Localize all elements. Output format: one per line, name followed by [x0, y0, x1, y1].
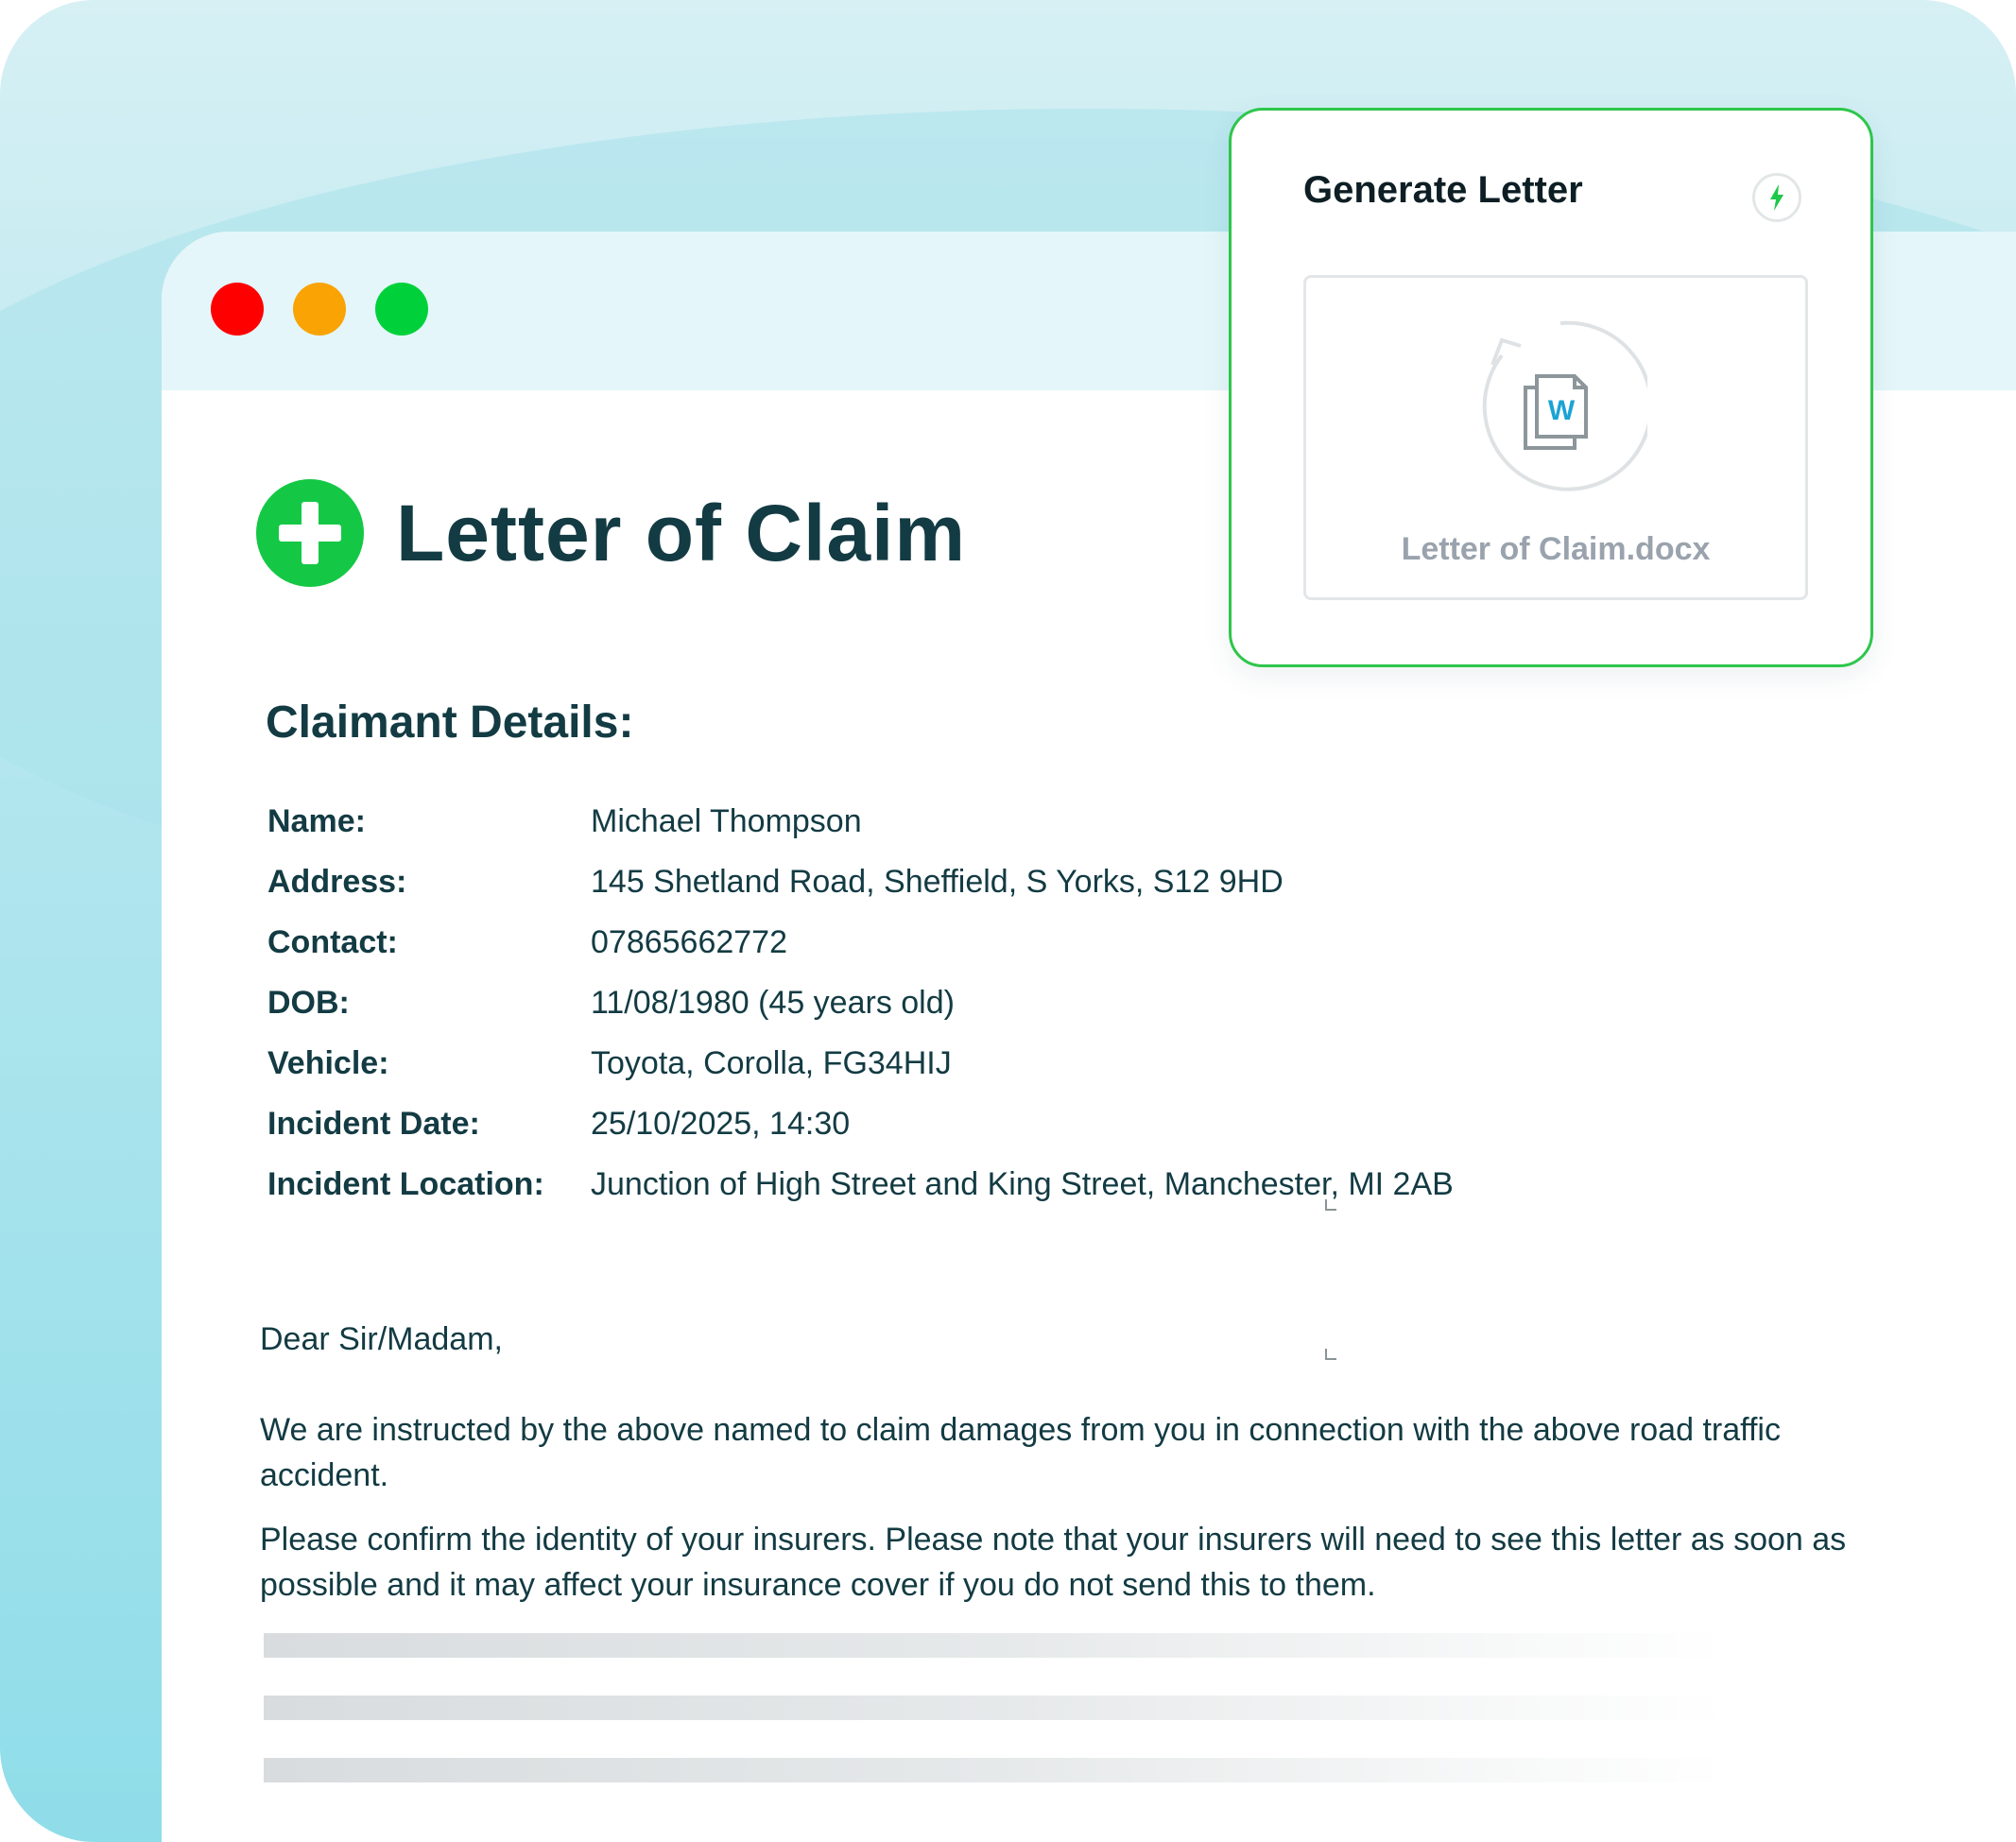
detail-label: Name:: [267, 803, 366, 839]
detail-label: Incident Date:: [267, 1106, 480, 1142]
page-title: Letter of Claim: [396, 489, 967, 577]
window-maximize-button[interactable]: [375, 283, 428, 336]
word-document-icon: [1520, 372, 1594, 454]
detail-value: 11/08/1980 (45 years old): [591, 985, 955, 1021]
svg-text:W: W: [1547, 395, 1576, 426]
generated-file-tile[interactable]: [1303, 275, 1808, 600]
text-cursor-marker: [1325, 1199, 1336, 1211]
placeholder-line: [264, 1696, 1729, 1720]
placeholder-line: [264, 1633, 1729, 1658]
generated-file-name: Letter of Claim.docx: [1401, 531, 1711, 567]
detail-label: Contact:: [267, 924, 398, 960]
lightning-bolt-icon[interactable]: [1752, 173, 1801, 222]
detail-value: 145 Shetland Road, Sheffield, S Yorks, S12 9HD: [591, 864, 1284, 900]
letter-paragraph-2: Please confirm the identity of your insurers. Please note that your insurers will need to see this letter as soon as possible and it may affect your insurance cover if you do not send this to them.: [260, 1522, 1847, 1603]
window-minimize-button[interactable]: [293, 283, 346, 336]
window-close-button[interactable]: [211, 283, 264, 336]
letter-greeting: Dear Sir/Madam,: [260, 1321, 503, 1357]
detail-value: Michael Thompson: [591, 803, 862, 839]
placeholder-line: [264, 1758, 1729, 1782]
detail-value: Toyota, Corolla, FG34HIJ: [591, 1045, 952, 1081]
detail-value: 25/10/2025, 14:30: [591, 1106, 851, 1142]
letter-paragraph-1: We are instructed by the above named to claim damages from you in connection with the above road traffic accident.: [260, 1412, 1781, 1493]
section-title-claimant-details: Claimant Details:: [266, 697, 634, 748]
detail-label: Incident Location:: [267, 1166, 544, 1202]
generate-letter-card: [1229, 108, 1873, 667]
detail-label: DOB:: [267, 985, 350, 1021]
detail-label: Address:: [267, 864, 407, 900]
detail-label: Vehicle:: [267, 1045, 389, 1081]
detail-value: Junction of High Street and King Street, Manchester, MI 2AB: [591, 1166, 1454, 1202]
plus-circle-icon: [256, 479, 364, 587]
detail-value: 07865662772: [591, 924, 788, 960]
generate-letter-title: Generate Letter: [1303, 169, 1583, 211]
